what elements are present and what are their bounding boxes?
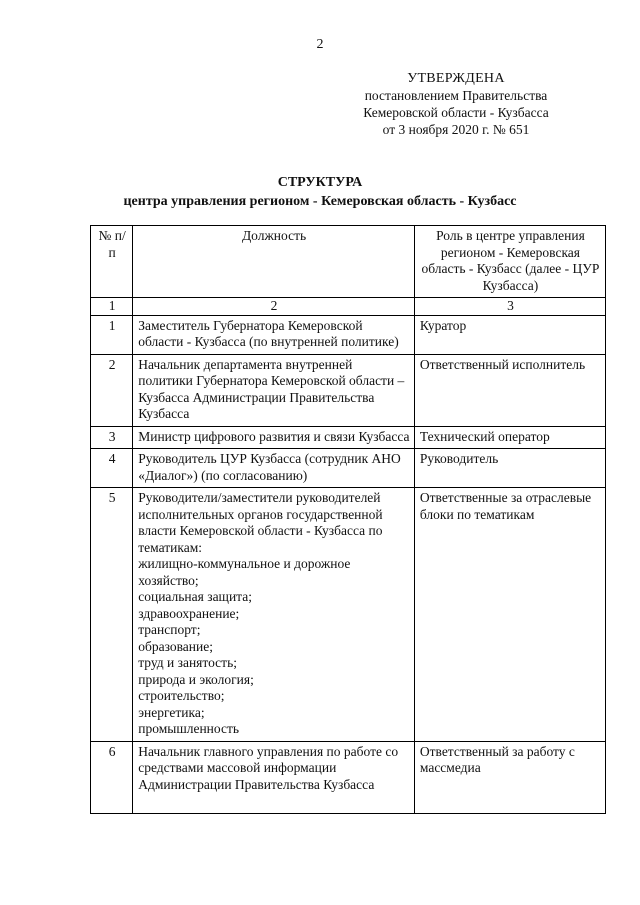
row-role: Ответственные за отраслевые блоки по тематикам xyxy=(414,488,605,742)
topic-item: энергетика; xyxy=(138,704,205,720)
topic-item: промышленность xyxy=(138,721,240,736)
row-role: Руководитель xyxy=(414,449,605,488)
row-num: 2 xyxy=(91,354,133,426)
column-number-row xyxy=(91,298,606,316)
approval-line: постановлением Правительства xyxy=(364,88,548,103)
topic-item: образование; xyxy=(138,638,213,654)
header-role: Роль в центре управления регионом - Кемеровская область - Кузбасс (далее - ЦУР Кузбасса) xyxy=(414,226,605,298)
table-row xyxy=(91,426,606,449)
row-position xyxy=(133,488,415,742)
table-row xyxy=(91,354,606,426)
structure-table xyxy=(90,225,606,814)
row-num: 5 xyxy=(91,488,133,742)
row-num: 3 xyxy=(91,426,133,449)
topic-item: жилищно-коммунальное и дорожное хозяйство; xyxy=(138,556,351,588)
table-row xyxy=(91,488,606,742)
row-role: Технический оператор xyxy=(414,426,605,449)
column-number: 2 xyxy=(133,298,415,316)
column-number: 3 xyxy=(414,298,605,316)
approval-line: Кемеровской области - Кузбасса xyxy=(363,105,549,120)
title-subheading: центра управления регионом - Кемеровская область - Кузбасс xyxy=(123,194,517,209)
document-title xyxy=(0,173,640,211)
row-position-intro: Руководители/заместители руководителей исполнительных органов государственной власти Кемеровской области - Кузбасса по тематикам: xyxy=(138,490,383,555)
header-position: Должность xyxy=(133,226,415,298)
topic-item: природа и экология; xyxy=(138,671,254,687)
approval-date: от 3 ноября 2020 г. № 651 xyxy=(382,122,530,137)
row-role: Ответственный за работу с массмедиа xyxy=(414,741,605,814)
row-position: Министр цифрового развития и связи Кузбасса xyxy=(133,426,415,449)
row-position: Начальник департамента внутренней политики Губернатора Кемеровской области – Кузбасса Администрации Правительства Кузбасса xyxy=(133,354,415,426)
page-number: 2 xyxy=(316,37,324,52)
topic-item: здравоохранение; xyxy=(138,605,240,621)
topic-item: труд и занятость; xyxy=(138,655,237,670)
row-num: 1 xyxy=(91,315,133,354)
approval-heading: УТВЕРЖДЕНА xyxy=(407,71,505,86)
row-num: 6 xyxy=(91,741,133,814)
approval-stamp xyxy=(350,70,562,138)
topic-item: транспорт; xyxy=(138,622,201,637)
row-role: Ответственный исполнитель xyxy=(414,354,605,426)
table-row xyxy=(91,315,606,354)
header-num: № п/п xyxy=(91,226,133,298)
topic-item: строительство; xyxy=(138,688,225,703)
table-row xyxy=(91,449,606,488)
table-row xyxy=(91,741,606,814)
row-position: Руководитель ЦУР Кузбасса (сотрудник АНО «Диалог») (по согласованию) xyxy=(133,449,415,488)
title-heading: СТРУКТУРА xyxy=(277,175,363,190)
row-num: 4 xyxy=(91,449,133,488)
column-number: 1 xyxy=(91,298,133,316)
row-position: Заместитель Губернатора Кемеровской области - Кузбасса (по внутренней политике) xyxy=(133,315,415,354)
table-header-row xyxy=(91,226,606,298)
row-role: Куратор xyxy=(414,315,605,354)
topic-item: социальная защита; xyxy=(138,589,252,604)
row-position: Начальник главного управления по работе со средствами массовой информации Администрации Правительства Кузбасса xyxy=(133,741,415,814)
